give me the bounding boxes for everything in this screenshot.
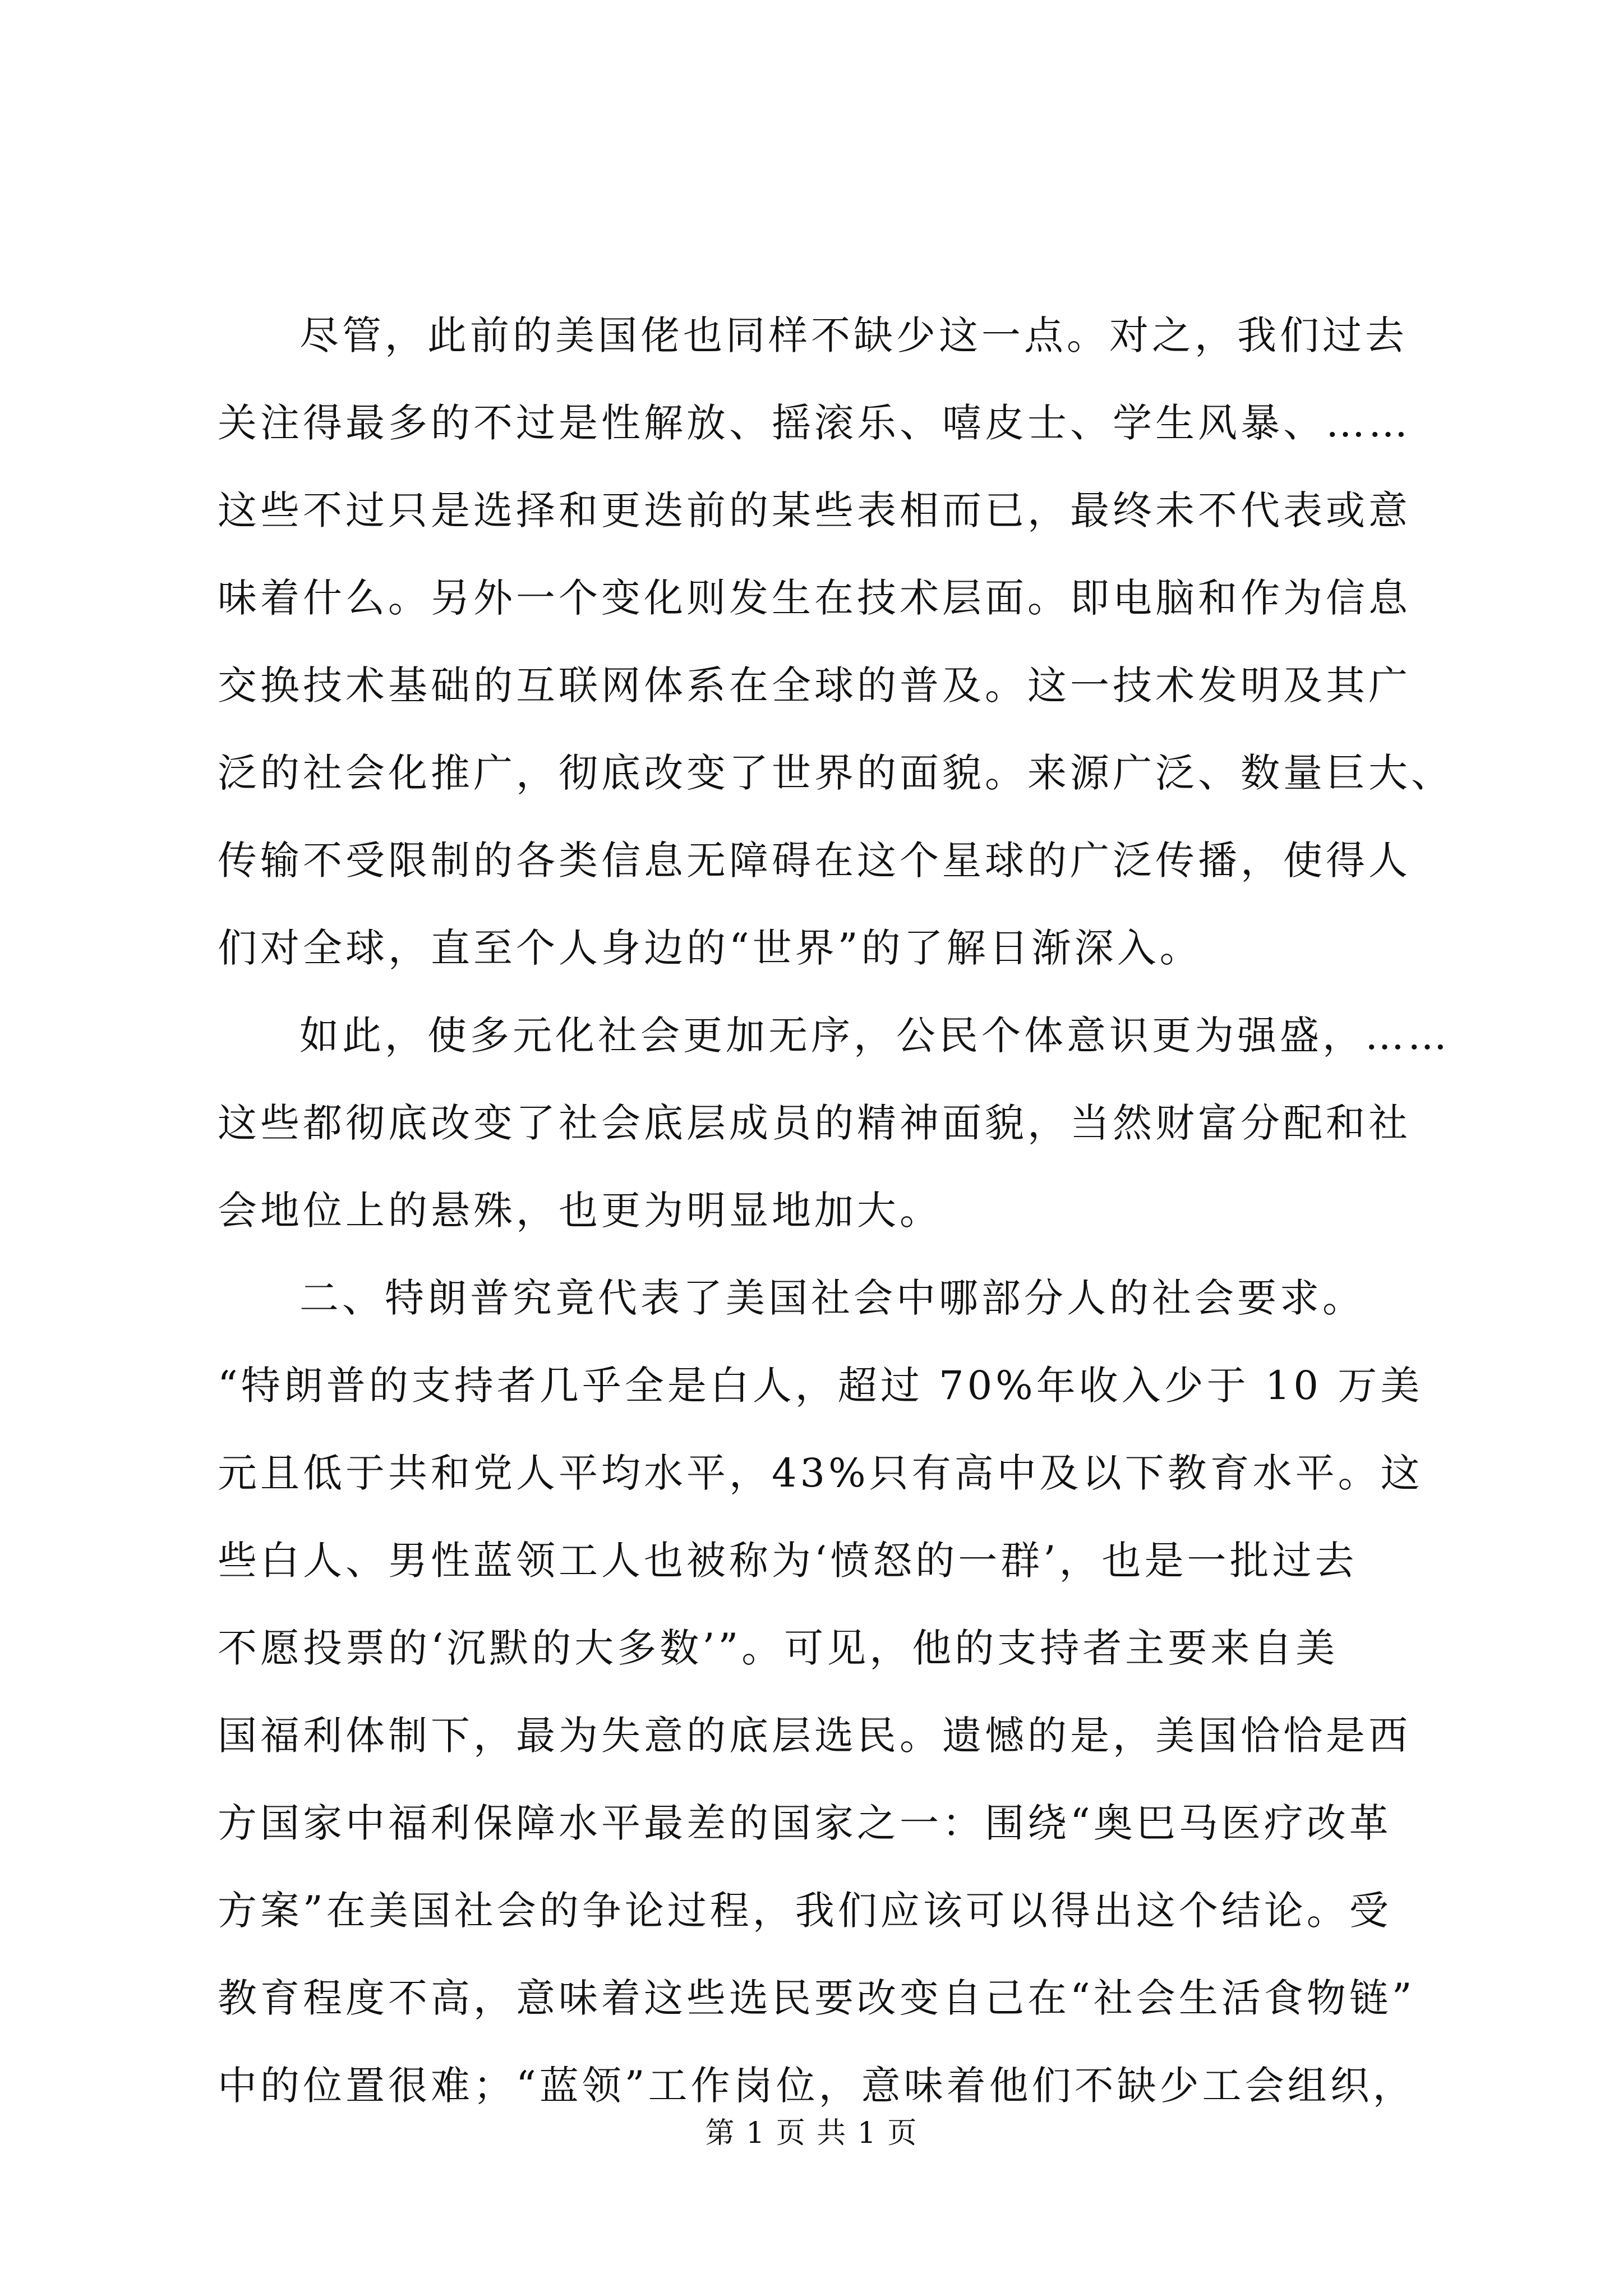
text-line: 些白人、男性蓝领工人也被称为‘愤怒的一群’，也是一批过去	[218, 1538, 1358, 1584]
text-line: 国福利体制下，最为失意的底层选民。遗憾的是，美国恰恰是西	[218, 1713, 1411, 1759]
text-line: 这些不过只是选择和更迭前的某些表相而已，最终未不代表或意	[218, 487, 1411, 533]
page-footer: 第 1 页 共 1 页	[705, 2116, 918, 2150]
text-line: “特朗普的支持者几乎全是白人，超过 70%年收入少于 10 万美	[218, 1363, 1423, 1409]
text-line: 二、特朗普究竟代表了美国社会中哪部分人的社会要求。	[299, 1275, 1365, 1321]
document-body	[218, 292, 1454, 2129]
text-line: 会地位上的悬殊，也更为明显地加大。	[218, 1188, 942, 1234]
text-line: 这些都彻底改变了社会底层成员的精神面貌，当然财富分配和社	[218, 1100, 1411, 1146]
text-line: 尽管，此前的美国佬也同样不缺少这一点。对之，我们过去	[299, 312, 1408, 358]
text-line: 方案”在美国社会的争论过程，我们应该可以得出这个结论。受	[218, 1888, 1392, 1934]
text-line: 传输不受限制的各类信息无障碍在这个星球的广泛传播，使得人	[218, 838, 1411, 884]
text-line: 方国家中福利保障水平最差的国家之一：围绕“奥巴马医疗改革	[218, 1800, 1392, 1846]
text-line: 交换技术基础的互联网体系在全球的普及。这一技术发明及其广	[218, 662, 1411, 708]
text-line: 教育程度不高，意味着这些选民要改变自己在“社会生活食物链”	[218, 1975, 1415, 2021]
text-line: 如此，使多元化社会更加无序，公民个体意识更为强盛，……	[299, 1013, 1450, 1059]
text-line: 泛的社会化推广，彻底改变了世界的面貌。来源广泛、数量巨大、	[218, 750, 1454, 796]
text-line: 中的位置很难；“蓝领”工作岗位，意味着他们不缺少工会组织，	[218, 2063, 1415, 2109]
text-line: 味着什么。另外一个变化则发生在技术层面。即电脑和作为信息	[218, 575, 1411, 621]
text-line: 元且低于共和党人平均水平，43%只有高中及以下教育水平。这	[218, 1450, 1423, 1496]
text-line: 不愿投票的‘沉默的大多数’”。可见，他的支持者主要来自美	[218, 1625, 1339, 1671]
text-line: 们对全球，直至个人身边的“世界”的了解日渐深入。	[218, 925, 1202, 971]
text-line: 关注得最多的不过是性解放、摇滚乐、嘻皮士、学生风暴、……	[218, 400, 1411, 446]
